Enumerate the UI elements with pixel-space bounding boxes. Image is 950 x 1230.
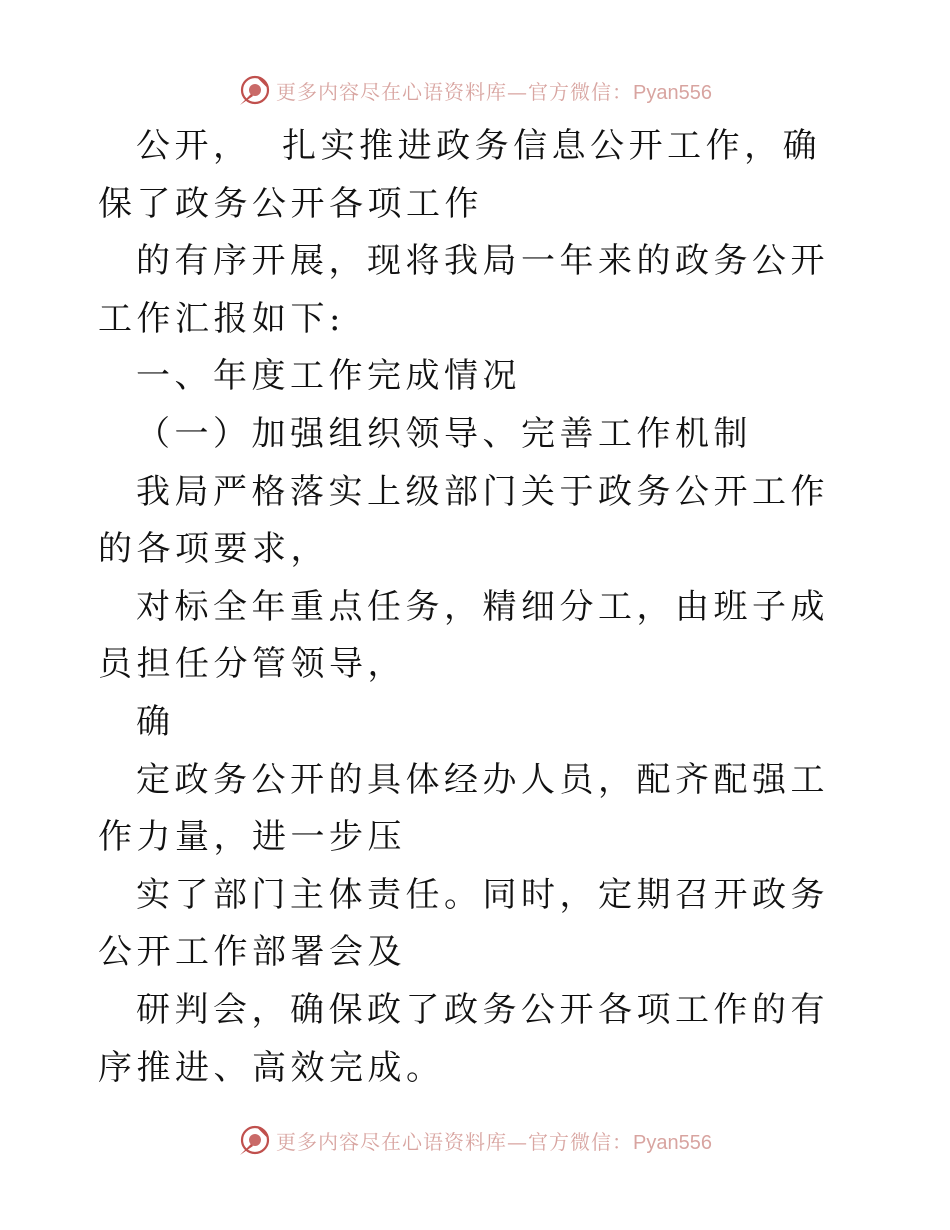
paragraph-2: 的有序开展，现将我局一年来的政务公开工作汇报如下: (98, 241, 829, 339)
document-body (98, 118, 858, 1097)
paragraph-8: 研判会，确保政了政务公开各项工作的有序推进、高效完成。 (98, 989, 829, 1088)
paragraph-1: 公开， 扎实推进政务信息公开工作，确保了政务公开各项工作 (98, 126, 822, 224)
header-watermark (0, 70, 950, 110)
paragraph-3: 我局严格落实上级部门关于政务公开工作的各项要求， (98, 471, 829, 570)
subsection-heading: （一）加强组织领导、完善工作机制 (136, 413, 752, 454)
paragraph-5: 确 (136, 701, 175, 742)
pen-logo-icon (238, 1123, 272, 1157)
paragraph-6: 定政务公开的具体经办人员，配齐配强工作力量，进一步压 (98, 759, 829, 858)
paragraph-7: 实了部门主体责任。同时，定期召开政务公开工作部署会及 (98, 874, 829, 973)
footer-watermark (0, 1120, 950, 1160)
pen-logo-icon (238, 73, 272, 107)
watermark-text: 更多内容尽在心语资料库—官方微信：Pyan556 (276, 1129, 712, 1154)
paragraph-4: 对标全年重点任务，精细分工，由班子成员担任分管领导， (98, 586, 829, 685)
watermark-text: 更多内容尽在心语资料库—官方微信：Pyan556 (276, 79, 712, 104)
section-heading: 一、年度工作完成情况 (136, 356, 521, 397)
